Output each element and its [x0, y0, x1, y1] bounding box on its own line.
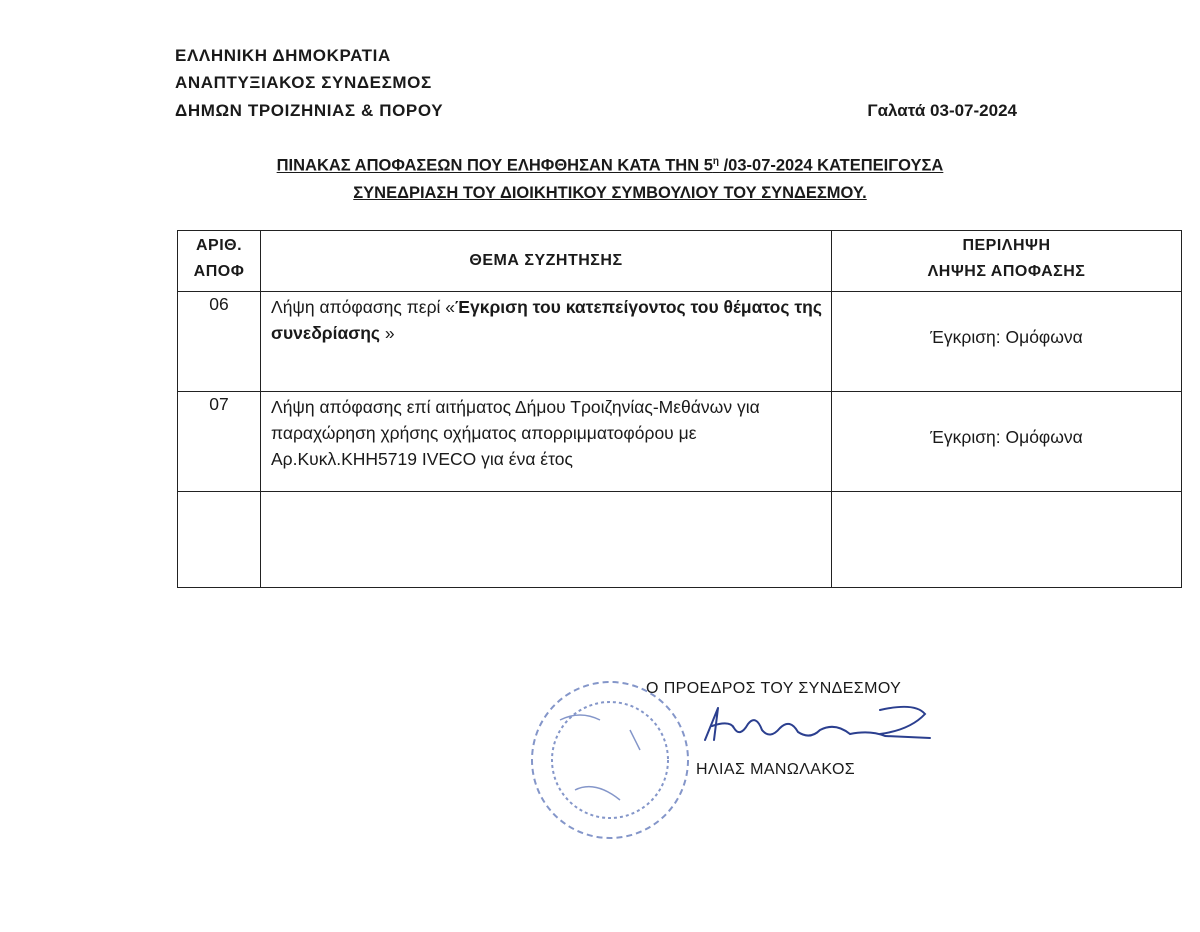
table-row-empty [178, 492, 1182, 588]
header-line-1: ΕΛΛΗΝΙΚΗ ΔΗΜΟΚΡΑΤΙΑ [175, 46, 391, 65]
summary-text: Έγκριση: Ομόφωνα [930, 327, 1083, 347]
signature [700, 700, 940, 750]
title-ordinal: η [712, 156, 720, 167]
row-number: 07 [178, 392, 261, 492]
header-number [178, 231, 261, 292]
table-row [178, 292, 1182, 392]
header-number-line-2: ΑΠΟΦ [193, 263, 245, 280]
president-name: ΗΛΙΑΣ ΜΑΝΩΛΑΚΟΣ [696, 761, 856, 778]
row-summary [832, 492, 1182, 588]
document-title-line-1 [180, 156, 1040, 176]
row-number: 06 [178, 292, 261, 392]
title-text-b: /03-07-2024 ΚΑΤΕΠΕΙΓΟΥΣΑ [719, 156, 944, 175]
header-summary [832, 231, 1182, 292]
row-summary [832, 392, 1182, 492]
row-number [178, 492, 261, 588]
header-subject: ΘΕΜΑ ΣΥΖΗΤΗΣΗΣ [261, 231, 832, 292]
row-subject [261, 492, 832, 588]
table-row [178, 392, 1182, 492]
stamp-rings [532, 682, 688, 838]
subject-bold: Έγκριση του κατεπείγοντος του θέματος της συνεδρίασης [271, 297, 822, 343]
decisions-table [177, 230, 1182, 588]
document-title-line-2: ΣΥΝΕΔΡΙΑΣΗ ΤΟΥ ΔΙΟΙΚΗΤΙΚΟΥ ΣΥΜΒΟΥΛΙΟΥ ΤΟΥ ΣΥΝΔΕΣΜΟΥ. [353, 184, 867, 202]
header-number-line-1: ΑΡΙΘ. [195, 237, 243, 254]
title-text-a: ΠΙΝΑΚΑΣ ΑΠΟΦΑΣΕΩΝ ΠΟΥ ΕΛΗΦΘΗΣΑΝ ΚΑΤΑ ΤΗΝ 5 [276, 156, 713, 175]
summary-text: Έγκριση: Ομόφωνα [930, 427, 1083, 447]
subject-prefix: Λήψη απόφασης περί « [271, 297, 456, 317]
table-header-row [178, 231, 1182, 292]
president-title: Ο ΠΡΟΕΔΡΟΣ ΤΟΥ ΣΥΝΔΕΣΜΟΥ [646, 680, 902, 697]
document-date: Γαλατά 03-07-2024 [867, 101, 1017, 120]
row-subject [261, 292, 832, 392]
row-summary [832, 292, 1182, 392]
subject-suffix: » [380, 323, 395, 343]
header-summary-line-1: ΠΕΡΙΛΗΨΗ [962, 237, 1051, 254]
row-subject: Λήψη απόφασης επί αιτήματος Δήμου Τροιζηνίας-Μεθάνων για παραχώρηση χρήσης οχήματος απορριμματοφόρου με Αρ.Κυκλ.ΚΗΗ5719 IVECO για ένα έτος [261, 392, 832, 492]
header-line-3: ΔΗΜΩΝ ΤΡΟΙΖΗΝΙΑΣ & ΠΟΡΟΥ [175, 101, 444, 120]
signature-stroke [705, 707, 930, 740]
header-summary-line-2: ΛΗΨΗΣ ΑΠΟΦΑΣΗΣ [927, 263, 1086, 280]
header-line-2: ΑΝΑΠΤΥΞΙΑΚΟΣ ΣΥΝΔΕΣΜΟΣ [175, 73, 432, 92]
